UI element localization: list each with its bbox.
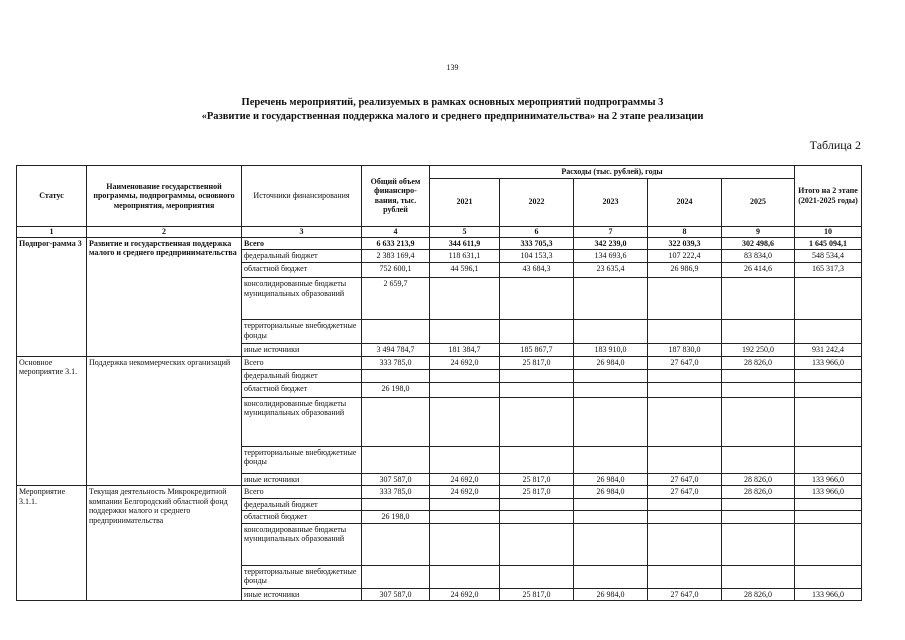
itogo-value-cell: 165 317,3	[795, 263, 862, 278]
year-value-cell: 25 817,0	[500, 486, 574, 499]
year-value-cell: 44 596,1	[430, 263, 500, 278]
year-value-cell	[722, 523, 795, 565]
status-cell: Подпрог-рамма 3	[17, 237, 87, 356]
year-value-cell	[430, 369, 500, 382]
total-value-cell: 26 198,0	[362, 382, 430, 397]
itogo-value-cell	[795, 446, 862, 473]
source-cell: иные источники	[242, 344, 362, 357]
column-number: 2	[87, 226, 242, 237]
itogo-value-cell	[795, 382, 862, 397]
year-value-cell: 26 984,0	[574, 356, 648, 369]
year-value-cell	[500, 320, 574, 344]
year-value-cell	[574, 320, 648, 344]
year-value-cell	[500, 565, 574, 588]
year-value-cell: 23 635,4	[574, 263, 648, 278]
year-value-cell: 26 414,6	[722, 263, 795, 278]
year-value-cell	[430, 498, 500, 511]
year-value-cell: 342 239,0	[574, 237, 648, 250]
year-value-cell	[430, 511, 500, 524]
year-value-cell	[430, 446, 500, 473]
itogo-value-cell: 133 966,0	[795, 473, 862, 486]
year-value-cell: 83 834,0	[722, 250, 795, 263]
year-value-cell	[430, 565, 500, 588]
itogo-value-cell	[795, 397, 862, 446]
table-row	[17, 237, 862, 250]
header-year: 2021	[430, 178, 500, 226]
total-value-cell: 333 785,0	[362, 486, 430, 499]
year-value-cell: 187 830,0	[648, 344, 722, 357]
year-value-cell: 183 910,0	[574, 344, 648, 357]
header-expenses: Расходы (тыс. рублей), годы	[430, 166, 795, 179]
year-value-cell: 107 222,4	[648, 250, 722, 263]
itogo-value-cell: 133 966,0	[795, 486, 862, 499]
itogo-value-cell	[795, 320, 862, 344]
table-label: Таблица 2	[809, 138, 861, 152]
total-value-cell	[362, 446, 430, 473]
year-value-cell: 181 384,7	[430, 344, 500, 357]
year-value-cell: 24 692,0	[430, 588, 500, 601]
year-value-cell	[430, 382, 500, 397]
year-value-cell	[430, 278, 500, 320]
year-value-cell: 26 984,0	[574, 486, 648, 499]
year-value-cell	[648, 511, 722, 524]
itogo-value-cell: 548 534,4	[795, 250, 862, 263]
column-numbers-row	[17, 226, 862, 237]
year-value-cell: 134 693,6	[574, 250, 648, 263]
year-value-cell: 118 631,1	[430, 250, 500, 263]
source-cell: федеральный бюджет	[242, 369, 362, 382]
year-value-cell	[500, 278, 574, 320]
year-value-cell	[648, 369, 722, 382]
year-value-cell	[574, 523, 648, 565]
total-value-cell	[362, 397, 430, 446]
year-value-cell: 43 684,3	[500, 263, 574, 278]
year-value-cell: 25 817,0	[500, 588, 574, 601]
source-cell: консолидированные бюджеты муниципальных образований	[242, 523, 362, 565]
year-value-cell: 28 826,0	[722, 486, 795, 499]
year-value-cell	[722, 382, 795, 397]
year-value-cell	[722, 397, 795, 446]
total-value-cell	[362, 523, 430, 565]
year-value-cell: 26 984,0	[574, 473, 648, 486]
year-value-cell: 185 867,7	[500, 344, 574, 357]
year-value-cell	[500, 382, 574, 397]
status-cell: Основное мероприятие 3.1.	[17, 356, 87, 486]
year-value-cell	[574, 498, 648, 511]
source-cell: Всего	[242, 237, 362, 250]
source-cell: консолидированные бюджеты муниципальных образований	[242, 278, 362, 320]
year-value-cell: 26 984,0	[574, 588, 648, 601]
title-line-1: Перечень мероприятий, реализуемых в рамках основных мероприятий подпрограммы 3	[241, 97, 664, 108]
year-value-cell: 24 692,0	[430, 473, 500, 486]
total-value-cell	[362, 565, 430, 588]
year-value-cell	[430, 397, 500, 446]
source-cell: Всего	[242, 486, 362, 499]
year-value-cell	[500, 511, 574, 524]
year-value-cell	[574, 382, 648, 397]
column-number: 4	[362, 226, 430, 237]
source-cell: территориальные внебюджетные фонды	[242, 320, 362, 344]
itogo-value-cell: 133 966,0	[795, 588, 862, 601]
year-value-cell: 24 692,0	[430, 486, 500, 499]
itogo-value-cell	[795, 498, 862, 511]
year-value-cell: 27 647,0	[648, 486, 722, 499]
total-value-cell: 752 600,1	[362, 263, 430, 278]
source-cell: иные источники	[242, 473, 362, 486]
year-value-cell	[722, 369, 795, 382]
total-value-cell: 26 198,0	[362, 511, 430, 524]
year-value-cell	[500, 498, 574, 511]
source-cell: территориальные внебюджетные фонды	[242, 565, 362, 588]
year-value-cell	[500, 397, 574, 446]
year-value-cell	[648, 446, 722, 473]
activities-table	[16, 165, 862, 601]
itogo-value-cell	[795, 278, 862, 320]
total-value-cell: 307 587,0	[362, 473, 430, 486]
header-year: 2023	[574, 178, 648, 226]
total-value-cell: 2 383 169,4	[362, 250, 430, 263]
source-cell: областной бюджет	[242, 382, 362, 397]
column-number: 10	[795, 226, 862, 237]
year-value-cell: 27 647,0	[648, 588, 722, 601]
year-value-cell: 26 986,9	[648, 263, 722, 278]
year-value-cell: 25 817,0	[500, 356, 574, 369]
year-value-cell	[722, 278, 795, 320]
year-value-cell	[648, 382, 722, 397]
year-value-cell	[648, 523, 722, 565]
itogo-value-cell: 931 242,4	[795, 344, 862, 357]
year-value-cell: 104 153,3	[500, 250, 574, 263]
status-cell: Мероприятие 3.1.1.	[17, 486, 87, 601]
header-sources: Источники финансирования	[242, 166, 362, 227]
year-value-cell	[574, 446, 648, 473]
year-value-cell	[574, 511, 648, 524]
year-value-cell	[648, 565, 722, 588]
source-cell: федеральный бюджет	[242, 498, 362, 511]
column-number: 3	[242, 226, 362, 237]
year-value-cell: 25 817,0	[500, 473, 574, 486]
year-value-cell	[648, 320, 722, 344]
total-value-cell	[362, 369, 430, 382]
source-cell: Всего	[242, 356, 362, 369]
source-cell: консолидированные бюджеты муниципальных образований	[242, 397, 362, 446]
document-title	[0, 96, 905, 124]
total-value-cell: 2 659,7	[362, 278, 430, 320]
total-value-cell: 333 785,0	[362, 356, 430, 369]
total-value-cell	[362, 498, 430, 511]
year-value-cell	[574, 278, 648, 320]
year-value-cell	[722, 498, 795, 511]
itogo-value-cell	[795, 369, 862, 382]
table-body	[17, 237, 862, 601]
source-cell: областной бюджет	[242, 263, 362, 278]
year-value-cell: 344 611,9	[430, 237, 500, 250]
year-value-cell	[648, 498, 722, 511]
header-itogo: Итого на 2 этапе (2021-2025 годы)	[795, 166, 862, 227]
year-value-cell	[500, 523, 574, 565]
source-cell: территориальные внебюджетные фонды	[242, 446, 362, 473]
year-value-cell	[722, 511, 795, 524]
header-year: 2024	[648, 178, 722, 226]
year-value-cell: 28 826,0	[722, 473, 795, 486]
year-value-cell	[574, 397, 648, 446]
year-value-cell	[430, 320, 500, 344]
itogo-value-cell	[795, 511, 862, 524]
year-value-cell	[430, 523, 500, 565]
total-value-cell: 307 587,0	[362, 588, 430, 601]
year-value-cell: 192 250,0	[722, 344, 795, 357]
header-total: Общий объем финансиро-вания, тыс. рублей	[362, 166, 430, 227]
source-cell: федеральный бюджет	[242, 250, 362, 263]
year-value-cell: 24 692,0	[430, 356, 500, 369]
table-row	[17, 356, 862, 369]
year-value-cell	[574, 565, 648, 588]
total-value-cell: 3 494 784,7	[362, 344, 430, 357]
year-value-cell	[648, 278, 722, 320]
header-year: 2025	[722, 178, 795, 226]
year-value-cell: 322 039,3	[648, 237, 722, 250]
year-value-cell: 333 705,3	[500, 237, 574, 250]
itogo-value-cell	[795, 523, 862, 565]
year-value-cell: 302 498,6	[722, 237, 795, 250]
name-cell: Текущая деятельность Микрокредитной компании Белгородский областной фонд поддержки малого и среднего предпринимательства	[87, 486, 242, 601]
column-number: 5	[430, 226, 500, 237]
year-value-cell	[722, 446, 795, 473]
year-value-cell	[500, 446, 574, 473]
year-value-cell: 28 826,0	[722, 588, 795, 601]
year-value-cell: 28 826,0	[722, 356, 795, 369]
table-row	[17, 486, 862, 499]
column-number: 6	[500, 226, 574, 237]
total-value-cell: 6 633 213,9	[362, 237, 430, 250]
column-number: 8	[648, 226, 722, 237]
source-cell: областной бюджет	[242, 511, 362, 524]
year-value-cell: 27 647,0	[648, 356, 722, 369]
name-cell: Поддержка некоммерческих организаций	[87, 356, 242, 486]
header-name: Наименование государственной программы, подпрограммы, основного мероприятия, мероприятия	[87, 166, 242, 227]
year-value-cell	[722, 320, 795, 344]
header-status: Статус	[17, 166, 87, 227]
source-cell: иные источники	[242, 588, 362, 601]
column-number: 7	[574, 226, 648, 237]
year-value-cell: 27 647,0	[648, 473, 722, 486]
year-value-cell	[722, 565, 795, 588]
column-number: 9	[722, 226, 795, 237]
year-value-cell	[648, 397, 722, 446]
total-value-cell	[362, 320, 430, 344]
header-year: 2022	[500, 178, 574, 226]
itogo-value-cell	[795, 565, 862, 588]
year-value-cell	[574, 369, 648, 382]
year-value-cell	[500, 369, 574, 382]
itogo-value-cell: 1 645 094,1	[795, 237, 862, 250]
itogo-value-cell: 133 966,0	[795, 356, 862, 369]
name-cell: Развитие и государственная поддержка малого и среднего предпринимательства	[87, 237, 242, 356]
title-line-2: «Развитие и государственная поддержка малого и среднего предпринимательства» на 2 этапе реализации	[201, 111, 704, 122]
column-number: 1	[17, 226, 87, 237]
page-number: 139	[446, 63, 459, 72]
